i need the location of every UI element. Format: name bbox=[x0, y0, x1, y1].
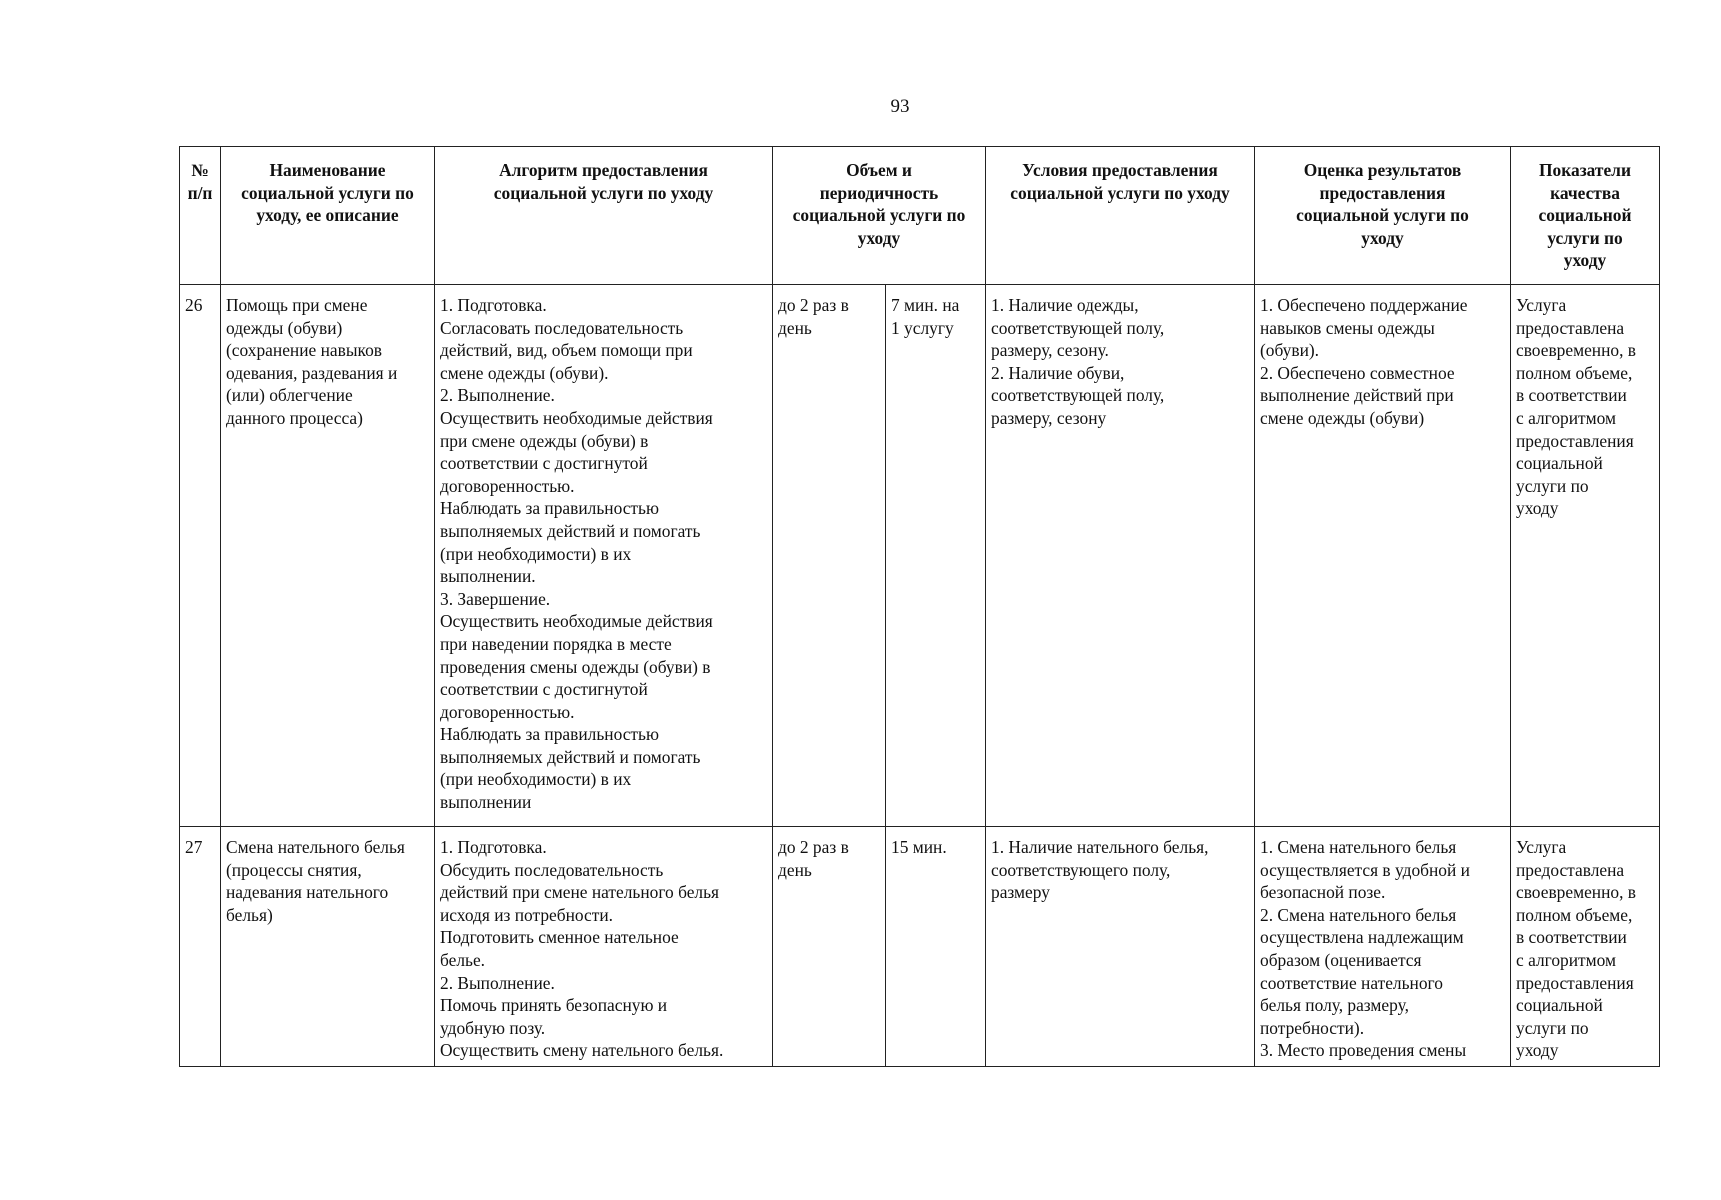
text-line: Смена нательного белья bbox=[226, 837, 405, 857]
text-line: исходя из потребности. bbox=[440, 904, 613, 925]
text-line: предоставлена bbox=[1516, 317, 1625, 338]
text-line: действий при смене нательного белья bbox=[440, 882, 720, 903]
frequency-cell bbox=[773, 827, 886, 1067]
quality-cell bbox=[1511, 285, 1660, 827]
text-line: соответствии с достигнутой bbox=[440, 679, 648, 700]
text-line: Осуществить смену нательного белья. bbox=[440, 1040, 724, 1061]
text-line: Условия предоставления bbox=[1022, 160, 1218, 180]
text-line: социальной услуги по bbox=[792, 205, 966, 226]
text-line: 2. Выполнение. bbox=[440, 385, 555, 406]
text-line: смене одежды (обуви) bbox=[1260, 407, 1425, 428]
text-line: выполнение действий при bbox=[1260, 385, 1454, 406]
text-line: день bbox=[778, 859, 812, 880]
text-line: услуги по bbox=[1516, 475, 1589, 496]
text-line: до 2 раз в bbox=[778, 295, 849, 315]
text-line: своевременно, в bbox=[1516, 882, 1637, 903]
text-line: соответствующей полу, bbox=[991, 317, 1165, 338]
text-line: качества bbox=[1550, 182, 1620, 203]
text-line: белья) bbox=[226, 904, 273, 925]
text-line: надевания нательного bbox=[226, 882, 389, 903]
text-line: социальной услуги по уходу bbox=[1010, 182, 1230, 203]
text-line: в соответствии bbox=[1516, 385, 1627, 406]
text-line: Осуществить необходимые действия bbox=[440, 611, 713, 632]
text-line: Услуга bbox=[1516, 295, 1567, 315]
text-line: одевания, раздевания и bbox=[226, 362, 398, 383]
volume-cell bbox=[886, 285, 986, 827]
text-line: социальной услуги по bbox=[1296, 205, 1469, 226]
text-line: осуществляется в удобной и bbox=[1260, 859, 1470, 880]
text-line: предоставления bbox=[1516, 430, 1634, 451]
text-line: (процессы снятия, bbox=[226, 859, 362, 880]
text-line: Показатели bbox=[1539, 160, 1631, 180]
text-line: 2. Выполнение. bbox=[440, 972, 555, 993]
text-line: договоренностью. bbox=[440, 701, 575, 722]
text-line: Подготовить сменное нательное bbox=[440, 927, 679, 948]
text-line: размеру, сезону bbox=[991, 407, 1107, 428]
text-line: осуществлена надлежащим bbox=[1260, 927, 1464, 948]
text-line: 1. Смена нательного белья bbox=[1260, 837, 1457, 857]
text-line: белья полу, размеру, bbox=[1260, 995, 1409, 1016]
volume-cell bbox=[886, 827, 986, 1067]
text-line: безопасной позе. bbox=[1260, 882, 1386, 903]
text-line: 15 мин. bbox=[891, 837, 947, 857]
text-line: 1. Подготовка. bbox=[440, 295, 547, 315]
text-line: день bbox=[778, 317, 812, 338]
text-line: Наблюдать за правильностью bbox=[440, 724, 659, 745]
text-line: 1 услугу bbox=[891, 317, 954, 338]
text-line: Осуществить необходимые действия bbox=[440, 407, 713, 428]
conditions-cell bbox=[986, 827, 1255, 1067]
text-line: 3. Завершение. bbox=[440, 588, 551, 609]
text-line: услуги по bbox=[1516, 1017, 1589, 1038]
text-line: предоставлена bbox=[1516, 859, 1625, 880]
text-line: данного процесса) bbox=[226, 407, 363, 428]
text-line: Помочь принять безопасную и bbox=[440, 995, 668, 1016]
text-line: договоренностью. bbox=[440, 475, 575, 496]
header-evaluation bbox=[1255, 147, 1511, 285]
text-line: выполнении bbox=[440, 792, 532, 813]
header-quality bbox=[1511, 147, 1660, 285]
text-line: социальной bbox=[1538, 205, 1632, 226]
table-row bbox=[180, 827, 1660, 1067]
text-line: выполняемых действий и помогать bbox=[440, 520, 701, 541]
text-line: (сохранение навыков bbox=[226, 340, 382, 361]
text-line: 2. Наличие обуви, bbox=[991, 362, 1125, 383]
text-line: 2. Смена нательного белья bbox=[1260, 904, 1457, 925]
text-line: соответствующей полу, bbox=[991, 385, 1165, 406]
text-line: уходу bbox=[1563, 250, 1607, 271]
text-line: Согласовать последовательность bbox=[440, 317, 684, 338]
header-number bbox=[180, 147, 221, 285]
text-line: Наименование bbox=[269, 160, 386, 180]
text-line: белье. bbox=[440, 949, 486, 970]
text-line: выполняемых действий и помогать bbox=[440, 746, 701, 767]
evaluation-cell bbox=[1255, 285, 1511, 827]
evaluation-cell bbox=[1255, 827, 1511, 1067]
text-line: действий, вид, объем помощи при bbox=[440, 340, 693, 361]
service-name-cell bbox=[221, 285, 435, 827]
text-line: (при необходимости) в их bbox=[440, 769, 632, 790]
text-line: уходу bbox=[1516, 498, 1559, 519]
text-line: социальной услуги по уходу bbox=[493, 182, 714, 203]
text-line: соответствующего полу, bbox=[991, 859, 1171, 880]
text-line: 2. Обеспечено совместное bbox=[1260, 362, 1455, 383]
text-line: своевременно, в bbox=[1516, 340, 1637, 361]
text-line: размеру bbox=[991, 882, 1050, 903]
row-number: 27 bbox=[180, 827, 221, 1067]
text-line: предоставления bbox=[1516, 972, 1634, 993]
frequency-cell bbox=[773, 285, 886, 827]
text-line: 1. Обеспечено поддержание bbox=[1260, 295, 1468, 315]
text-line: Алгоритм предоставления bbox=[499, 160, 708, 180]
text-line: при наведении порядка в месте bbox=[440, 633, 672, 654]
text-line: п/п bbox=[187, 182, 213, 203]
algorithm-cell bbox=[435, 827, 773, 1067]
text-line: удобную позу. bbox=[440, 1017, 546, 1038]
text-line: уходу bbox=[1361, 227, 1404, 248]
table-row bbox=[180, 285, 1660, 827]
text-line: соответствии с достигнутой bbox=[440, 453, 648, 474]
row-number: 26 bbox=[180, 285, 221, 827]
service-name-cell bbox=[221, 827, 435, 1067]
text-line: образом (оценивается bbox=[1260, 949, 1422, 970]
text-line: Услуга bbox=[1516, 837, 1567, 857]
text-line: до 2 раз в bbox=[778, 837, 849, 857]
text-line: смене одежды (обуви). bbox=[440, 362, 609, 383]
text-line: с алгоритмом bbox=[1516, 407, 1616, 428]
text-line: потребности). bbox=[1260, 1017, 1365, 1038]
text-line: с алгоритмом bbox=[1516, 949, 1616, 970]
header-volume-frequency bbox=[773, 147, 986, 285]
text-line: социальной bbox=[1516, 453, 1603, 474]
text-line: 1. Подготовка. bbox=[440, 837, 547, 857]
text-line: размеру, сезону. bbox=[991, 340, 1109, 361]
text-line: выполнении. bbox=[440, 566, 536, 587]
text-line: Объем и bbox=[846, 160, 912, 180]
text-line: Наблюдать за правильностью bbox=[440, 498, 659, 519]
text-line: социальной услуги по bbox=[241, 182, 414, 203]
text-line: полном объеме, bbox=[1516, 362, 1633, 383]
quality-cell bbox=[1511, 827, 1660, 1067]
text-line: навыков смены одежды bbox=[1260, 317, 1435, 338]
text-line: социальной bbox=[1516, 995, 1603, 1016]
text-line: в соответствии bbox=[1516, 927, 1627, 948]
algorithm-cell bbox=[435, 285, 773, 827]
text-line: уходу, ее описание bbox=[256, 205, 399, 226]
text-line: Обсудить последовательность bbox=[440, 859, 664, 880]
conditions-cell bbox=[986, 285, 1255, 827]
text-line: одежды (обуви) bbox=[226, 317, 343, 338]
header-service-name bbox=[221, 147, 435, 285]
text-line: (при необходимости) в их bbox=[440, 543, 632, 564]
text-line: (или) облегчение bbox=[226, 385, 353, 406]
text-line: 1. Наличие нательного белья, bbox=[991, 837, 1209, 857]
text-line: при смене одежды (обуви) в bbox=[440, 430, 649, 451]
text-line: полном объеме, bbox=[1516, 904, 1633, 925]
text-line: Оценка результатов bbox=[1303, 160, 1462, 180]
text-line: 1. Наличие одежды, bbox=[991, 295, 1139, 315]
header-algorithm bbox=[435, 147, 773, 285]
text-line: 3. Место проведения смены bbox=[1260, 1040, 1467, 1061]
table-header-row bbox=[180, 147, 1660, 285]
text-line: уходу bbox=[1516, 1040, 1559, 1061]
header-conditions bbox=[986, 147, 1255, 285]
text-line: проведения смены одежды (обуви) в bbox=[440, 656, 711, 677]
text-line: Помощь при смене bbox=[226, 295, 368, 315]
text-line: периодичность bbox=[819, 182, 939, 203]
text-line: 7 мин. на bbox=[891, 295, 960, 315]
social-services-table bbox=[179, 146, 1660, 1067]
text-line: услуги по bbox=[1547, 227, 1623, 248]
text-line: соответствие нательного bbox=[1260, 972, 1443, 993]
text-line: (обуви). bbox=[1260, 340, 1320, 361]
text-line: предоставления bbox=[1319, 182, 1446, 203]
text-line: № bbox=[191, 160, 209, 180]
text-line: уходу bbox=[857, 227, 901, 248]
page-number: 93 bbox=[890, 96, 910, 117]
